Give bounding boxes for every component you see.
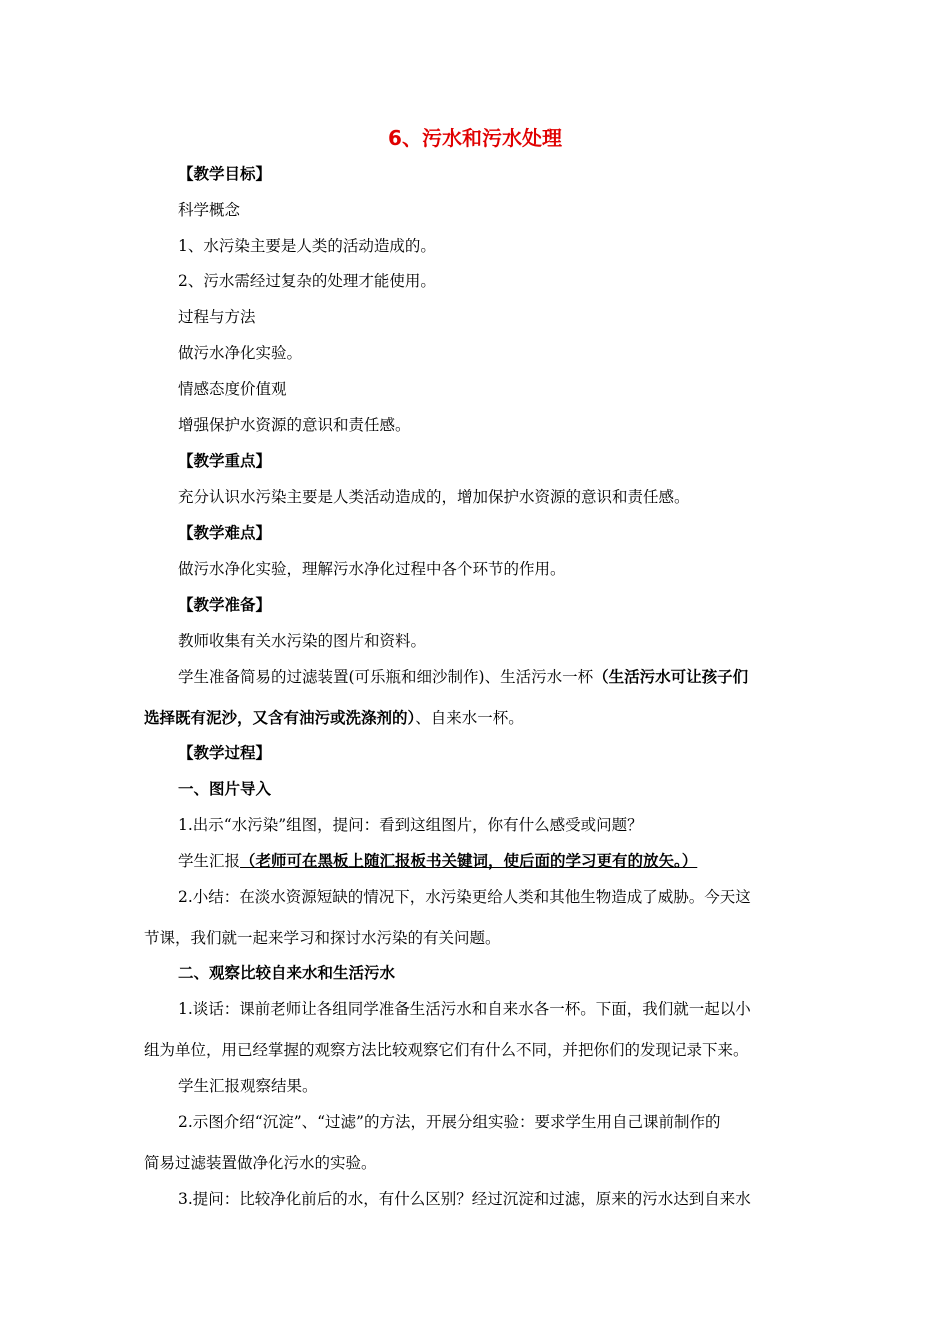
section1-report <box>178 851 697 871</box>
difficulty-text: 做污水净化实验，理解污水净化过程中各个环节的作用。 <box>178 560 566 578</box>
preparation-student-line2 <box>144 708 524 728</box>
section2-item1-line2: 组为单位，用已经掌握的观察方法比较观察它们有什么不同，并把你们的发现记录下来。 <box>144 1041 749 1059</box>
attitude-text: 增强保护水资源的意识和责任感。 <box>178 416 411 434</box>
attitude-label: 情感态度价值观 <box>178 380 287 398</box>
preparation-teacher: 教师收集有关水污染的图片和资料。 <box>178 632 427 650</box>
section1-title: 一、图片导入 <box>178 780 272 798</box>
section1-report-text: 学生汇报 <box>178 852 241 870</box>
preparation-student-note: （生活污水可让孩子们 <box>593 668 749 686</box>
process-method-text: 做污水净化实验。 <box>178 344 303 362</box>
section1-report-note: （老师可在黑板上随汇报板书关键词，使后面的学习更有的放矢。） <box>240 852 698 870</box>
key-point-text: 充分认识水污染主要是人类活动造成的，增加保护水资源的意识和责任感。 <box>178 488 690 506</box>
science-concept-label: 科学概念 <box>178 201 241 219</box>
preparation-student-text-cont: 、自来水一杯。 <box>415 709 524 727</box>
objectives-heading: 【教学目标】 <box>178 165 272 183</box>
key-point-heading: 【教学重点】 <box>178 452 272 470</box>
difficulty-heading: 【教学难点】 <box>178 524 272 542</box>
preparation-student-note-cont: 选择既有泥沙，又含有油污或洗涤剂的） <box>144 709 416 727</box>
section2-item1-line1: 1.谈话：课前老师让各组同学准备生活污水和自来水各一杯。下面，我们就一起以小 <box>178 1000 751 1018</box>
section1-item2-line1: 2.小结：在淡水资源短缺的情况下，水污染更给人类和其他生物造成了威胁。今天这 <box>178 888 751 906</box>
section2-report: 学生汇报观察结果。 <box>178 1077 318 1095</box>
section2-item3-line1: 3.提问：比较净化前后的水，有什么区别？经过沉淀和过滤，原来的污水达到自来水 <box>178 1190 751 1208</box>
process-heading: 【教学过程】 <box>178 744 272 762</box>
concept-item-2: 2、污水需经过复杂的处理才能使用。 <box>178 272 436 290</box>
section1-item1: 1.出示“水污染”组图，提问：看到这组图片，你有什么感受或问题？ <box>178 816 643 834</box>
process-method-label: 过程与方法 <box>178 308 256 326</box>
preparation-student-line1 <box>178 667 748 687</box>
section2-item2-line2: 简易过滤装置做净化污水的实验。 <box>144 1154 377 1172</box>
section1-item2-line2: 节课，我们就一起来学习和探讨水污染的有关问题。 <box>144 929 501 947</box>
preparation-student-text: 学生准备简易的过滤装置(可乐瓶和细沙制作)、生活污水一杯 <box>178 668 594 686</box>
section2-title: 二、观察比较自来水和生活污水 <box>178 964 396 982</box>
concept-item-1: 1、水污染主要是人类的活动造成的。 <box>178 237 436 255</box>
section2-item2-line1: 2.示图介绍“沉淀”、“过滤”的方法，开展分组实验：要求学生用自己课前制作的 <box>178 1113 721 1131</box>
document-title: 6、污水和污水处理 <box>388 126 562 150</box>
preparation-heading: 【教学准备】 <box>178 596 272 614</box>
